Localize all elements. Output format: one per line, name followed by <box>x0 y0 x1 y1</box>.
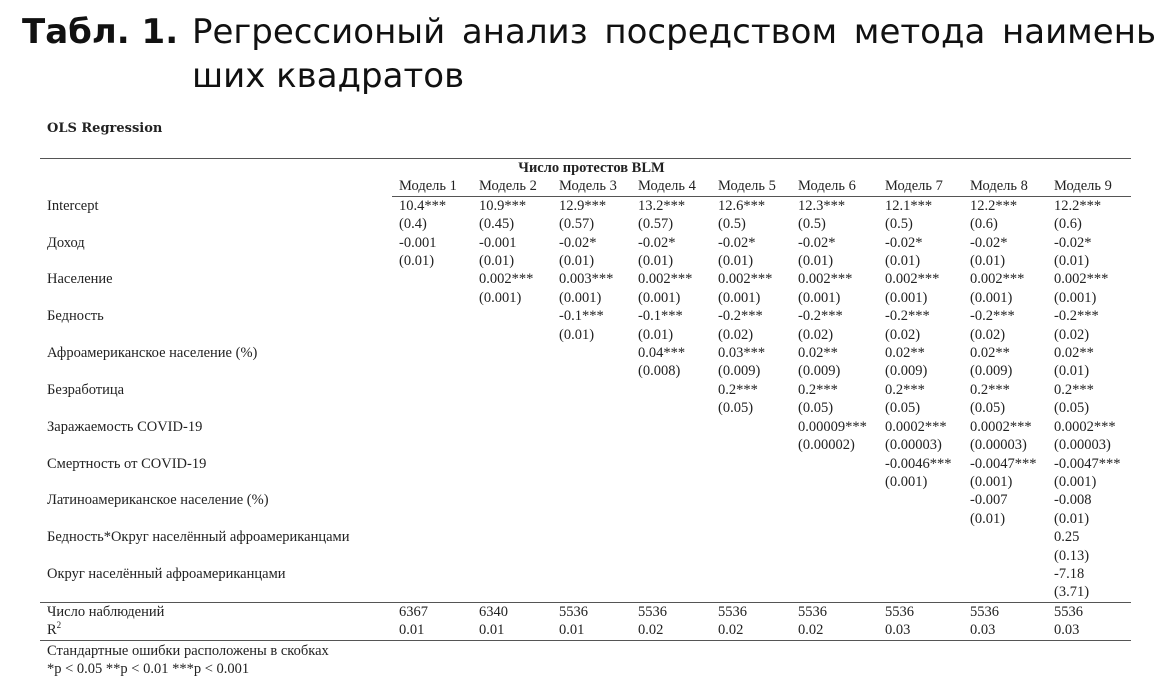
stat-value: 0.02 <box>791 621 878 640</box>
coef-cell <box>963 528 1047 546</box>
coef-cell <box>552 381 631 399</box>
coef-cell: 0.0002*** <box>1054 418 1116 435</box>
se-cell <box>963 547 1047 565</box>
stat-value: 0.01 <box>392 621 472 640</box>
se-row <box>40 473 1131 491</box>
coef-cell <box>552 455 631 473</box>
se-row <box>40 252 1131 270</box>
se-cell: (0.05) <box>885 400 921 417</box>
se-cell <box>392 510 472 528</box>
stats-body <box>40 602 1131 640</box>
coef-cell: 0.002*** <box>798 271 853 288</box>
model-header: Модель 6 <box>791 177 878 196</box>
se-cell <box>392 362 472 380</box>
se-cell <box>472 362 552 380</box>
coef-cell <box>392 307 472 325</box>
coef-cell: 12.2*** <box>970 197 1018 214</box>
coef-cell <box>392 565 472 583</box>
coef-cell: 0.03*** <box>718 345 766 362</box>
variable-name: Афроамериканское население (%) <box>47 345 258 362</box>
se-label-cell <box>40 362 392 380</box>
se-cell: (0.01) <box>1054 253 1090 270</box>
coef-cell: -0.02* <box>559 234 597 251</box>
variable-name: Латиноамериканское население (%) <box>47 492 269 509</box>
variable-name: Заражаемость COVID-19 <box>47 418 203 435</box>
se-cell <box>552 399 631 417</box>
se-cell: (0.009) <box>970 363 1013 380</box>
se-cell: (0.01) <box>1054 363 1090 380</box>
model-header: Модель 1 <box>392 177 472 196</box>
coef-cell <box>472 381 552 399</box>
se-cell: (0.5) <box>885 216 913 233</box>
se-cell: (0.01) <box>559 326 595 343</box>
stat-value: 5536 <box>711 602 791 621</box>
se-cell: (0.009) <box>885 363 928 380</box>
se-cell <box>392 473 472 491</box>
se-cell: (0.57) <box>559 216 595 233</box>
se-label-cell <box>40 289 392 307</box>
coef-cell <box>711 491 791 509</box>
model-header-row <box>40 177 1131 196</box>
se-cell: (0.02) <box>798 326 834 343</box>
se-label-cell <box>40 510 392 528</box>
se-label-cell <box>40 547 392 565</box>
coef-cell <box>392 491 472 509</box>
coef-cell: -0.0047*** <box>1054 455 1121 472</box>
coef-cell <box>472 528 552 546</box>
se-cell <box>631 510 711 528</box>
se-cell: (0.05) <box>970 400 1006 417</box>
coef-cell <box>631 455 711 473</box>
coef-cell: -0.02* <box>885 234 923 251</box>
stat-value: 5536 <box>631 602 711 621</box>
caption-line-1 <box>22 10 1156 54</box>
regression-table <box>40 158 1131 641</box>
se-cell: (0.6) <box>970 216 998 233</box>
stat-value: 0.03 <box>1047 621 1131 640</box>
se-cell <box>392 289 472 307</box>
coef-cell <box>392 344 472 362</box>
se-row <box>40 510 1131 528</box>
se-cell: (0.4) <box>399 216 427 233</box>
se-cell <box>392 436 472 454</box>
coef-cell <box>791 491 878 509</box>
model-header: Модель 8 <box>963 177 1047 196</box>
coef-cell: 0.02** <box>885 345 925 362</box>
se-cell: (0.001) <box>885 473 928 490</box>
coef-cell <box>472 344 552 362</box>
se-cell <box>791 547 878 565</box>
coef-cell <box>711 565 791 583</box>
stat-name <box>40 621 392 640</box>
variable-name: Смертность от COVID-19 <box>47 455 207 472</box>
se-cell: (0.008) <box>638 363 681 380</box>
coef-cell: 0.002*** <box>885 271 940 288</box>
coef-cell: 12.9*** <box>559 197 607 214</box>
coef-cell <box>472 418 552 436</box>
notes-line-2: *p < 0.05 **p < 0.01 ***p < 0.001 <box>47 661 250 678</box>
variable-name: Безработица <box>47 381 125 398</box>
se-cell: (0.001) <box>970 289 1013 306</box>
se-cell <box>963 583 1047 602</box>
se-cell <box>472 473 552 491</box>
coef-cell: 0.002*** <box>479 271 534 288</box>
se-cell: (0.01) <box>798 253 834 270</box>
se-cell <box>631 473 711 491</box>
se-cell <box>711 510 791 528</box>
coef-cell: 13.2*** <box>638 197 686 214</box>
coef-cell: -0.02* <box>718 234 756 251</box>
coef-cell: 0.002*** <box>718 271 773 288</box>
se-cell <box>472 583 552 602</box>
stat-name-text: R <box>47 622 57 639</box>
coef-cell: 0.0002*** <box>970 418 1032 435</box>
stat-value: 5536 <box>1047 602 1131 621</box>
coef-row <box>40 234 1131 252</box>
coef-row <box>40 270 1131 288</box>
coef-cell: 0.002*** <box>970 271 1025 288</box>
coef-cell <box>791 455 878 473</box>
se-cell <box>552 547 631 565</box>
se-cell: (0.02) <box>718 326 754 343</box>
stat-value: 6367 <box>392 602 472 621</box>
coef-row <box>40 455 1131 473</box>
coef-cell: 0.2*** <box>718 381 758 398</box>
se-cell: (0.001) <box>559 289 602 306</box>
se-cell: (0.6) <box>1054 216 1082 233</box>
se-cell <box>631 436 711 454</box>
stats-row <box>40 621 1131 640</box>
se-cell <box>631 547 711 565</box>
se-cell <box>552 510 631 528</box>
coef-cell <box>552 344 631 362</box>
caption-label: Табл. 1. <box>22 12 179 52</box>
se-cell: (3.71) <box>1054 584 1090 601</box>
se-cell: (0.5) <box>718 216 746 233</box>
stat-value: 6340 <box>472 602 552 621</box>
model-header: Модель 5 <box>711 177 791 196</box>
se-cell: (0.00003) <box>1054 437 1111 454</box>
stat-value: 0.02 <box>711 621 791 640</box>
variable-name: Бедность <box>47 308 104 325</box>
table-caption <box>22 10 1156 98</box>
se-cell: (0.01) <box>399 253 435 270</box>
coef-row <box>40 381 1131 399</box>
coef-cell <box>392 270 472 288</box>
se-cell: (0.001) <box>885 289 928 306</box>
coef-cell: 0.02** <box>970 345 1010 362</box>
coef-cell <box>631 418 711 436</box>
se-cell <box>791 473 878 491</box>
se-cell <box>552 436 631 454</box>
se-row <box>40 399 1131 417</box>
coef-cell <box>631 528 711 546</box>
coef-cell <box>963 565 1047 583</box>
se-cell <box>552 473 631 491</box>
se-cell <box>878 510 963 528</box>
stat-name-text: Число наблюдений <box>47 603 165 620</box>
se-cell <box>392 326 472 344</box>
coef-cell: 12.6*** <box>718 197 766 214</box>
coef-cell: 0.002*** <box>1054 271 1109 288</box>
coef-cell: 0.02** <box>798 345 838 362</box>
se-cell <box>711 583 791 602</box>
coef-cell: -0.0047*** <box>970 455 1037 472</box>
variable-name: Округ населённый афроамериканцами <box>47 565 286 582</box>
se-cell: (0.001) <box>1054 473 1097 490</box>
se-cell: (0.001) <box>638 289 681 306</box>
coef-cell: -0.02* <box>638 234 676 251</box>
se-cell <box>552 362 631 380</box>
coef-cell <box>552 528 631 546</box>
coef-cell: 0.2*** <box>798 381 838 398</box>
se-cell: (0.01) <box>718 253 754 270</box>
coef-cell <box>392 381 472 399</box>
stats-row <box>40 602 1131 621</box>
se-row <box>40 362 1131 380</box>
se-cell <box>711 473 791 491</box>
model-header: Модель 2 <box>472 177 552 196</box>
model-header: Модель 7 <box>878 177 963 196</box>
se-cell: (0.001) <box>1054 289 1097 306</box>
coef-cell: -0.2*** <box>718 308 763 325</box>
notes-line-1: Стандартные ошибки расположены в скобках <box>47 643 329 659</box>
se-cell: (0.02) <box>970 326 1006 343</box>
coef-cell <box>878 528 963 546</box>
coef-cell: 0.002*** <box>638 271 693 288</box>
se-cell: (0.45) <box>479 216 515 233</box>
se-cell: (0.01) <box>479 253 515 270</box>
se-label-cell <box>40 215 392 233</box>
stat-value: 0.01 <box>472 621 552 640</box>
group-header-row <box>40 159 1131 178</box>
se-cell: (0.00002) <box>798 437 855 454</box>
model-header: Модель 3 <box>552 177 631 196</box>
header-empty-cell <box>791 159 1131 178</box>
se-cell: (0.57) <box>638 216 674 233</box>
coef-cell <box>392 528 472 546</box>
se-label-cell <box>40 583 392 602</box>
se-cell: (0.01) <box>970 253 1006 270</box>
se-cell: (0.01) <box>1054 510 1090 527</box>
variable-name: Бедность*Округ населённый афроамериканцами <box>47 529 350 546</box>
se-row <box>40 215 1131 233</box>
se-row <box>40 436 1131 454</box>
se-cell <box>791 510 878 528</box>
coef-cell <box>791 528 878 546</box>
coef-cell <box>711 418 791 436</box>
se-label-cell <box>40 436 392 454</box>
coef-row <box>40 528 1131 546</box>
coef-cell: -0.2*** <box>885 308 930 325</box>
coef-cell <box>552 565 631 583</box>
coef-cell: -0.2*** <box>1054 308 1099 325</box>
coef-cell: -0.001 <box>399 234 437 251</box>
coef-cell <box>552 491 631 509</box>
coef-cell: 12.1*** <box>885 197 933 214</box>
coef-cell <box>472 565 552 583</box>
se-cell <box>472 399 552 417</box>
variable-name: Доход <box>47 234 85 251</box>
se-cell <box>392 399 472 417</box>
se-cell: (0.05) <box>1054 400 1090 417</box>
coef-cell: 0.04*** <box>638 345 686 362</box>
coef-cell: 0.2*** <box>885 381 925 398</box>
coef-cell <box>711 528 791 546</box>
header-empty-cell <box>40 177 392 196</box>
coef-cell: 0.0002*** <box>885 418 947 435</box>
coef-cell: 10.9*** <box>479 197 527 214</box>
se-cell: (0.01) <box>638 326 674 343</box>
table-title: OLS Regression <box>47 121 163 136</box>
coef-cell: -0.02* <box>798 234 836 251</box>
se-cell: (0.001) <box>970 473 1013 490</box>
model-header: Модель 9 <box>1047 177 1131 196</box>
stat-value: 5536 <box>878 602 963 621</box>
coef-cell: -7.18 <box>1054 565 1085 582</box>
se-cell: (0.00003) <box>885 437 942 454</box>
coef-cell: -0.008 <box>1054 492 1092 509</box>
se-label-cell <box>40 326 392 344</box>
coef-cell: 0.25 <box>1054 529 1080 546</box>
se-label-cell <box>40 473 392 491</box>
se-cell <box>392 547 472 565</box>
coef-row <box>40 491 1131 509</box>
stat-value: 0.01 <box>552 621 631 640</box>
coef-cell <box>631 491 711 509</box>
stat-value: 5536 <box>791 602 878 621</box>
se-label-cell <box>40 399 392 417</box>
coef-cell: -0.02* <box>970 234 1008 251</box>
se-cell: (0.5) <box>798 216 826 233</box>
coef-row <box>40 196 1131 215</box>
stat-superscript: 2 <box>56 620 62 631</box>
table-body <box>40 196 1131 602</box>
se-cell: (0.02) <box>885 326 921 343</box>
coef-cell <box>878 491 963 509</box>
coef-cell: -0.2*** <box>798 308 843 325</box>
se-cell: (0.009) <box>718 363 761 380</box>
se-row <box>40 547 1131 565</box>
se-cell <box>711 436 791 454</box>
se-cell: (0.001) <box>718 289 761 306</box>
coef-cell: 0.02** <box>1054 345 1094 362</box>
coef-cell <box>392 418 472 436</box>
coef-cell: -0.001 <box>479 234 517 251</box>
se-row <box>40 326 1131 344</box>
stat-value: 5536 <box>963 602 1047 621</box>
se-label-cell <box>40 252 392 270</box>
coef-row <box>40 418 1131 436</box>
coef-cell: 0.003*** <box>559 271 614 288</box>
se-cell <box>878 583 963 602</box>
coef-cell: -0.0046*** <box>885 455 952 472</box>
stat-value: 0.03 <box>878 621 963 640</box>
stat-value: 0.03 <box>963 621 1047 640</box>
se-cell: (0.05) <box>718 400 754 417</box>
coef-cell <box>552 418 631 436</box>
se-cell: (0.01) <box>970 510 1006 527</box>
variable-name: Население <box>47 271 113 288</box>
header-empty-cell <box>40 159 392 178</box>
coef-cell <box>878 565 963 583</box>
coef-cell <box>472 491 552 509</box>
coef-cell <box>472 307 552 325</box>
se-cell: (0.02) <box>1054 326 1090 343</box>
se-cell <box>472 326 552 344</box>
coef-cell: -0.1*** <box>638 308 683 325</box>
coef-row <box>40 307 1131 325</box>
coef-cell: 12.2*** <box>1054 197 1102 214</box>
coef-cell: 12.3*** <box>798 197 846 214</box>
coef-cell: -0.2*** <box>970 308 1015 325</box>
coef-row <box>40 565 1131 583</box>
caption-text-line-1: Регрессионый анализ посредством метода наимень <box>192 12 1156 52</box>
stat-name <box>40 602 392 621</box>
coef-row <box>40 344 1131 362</box>
stat-value: 5536 <box>552 602 631 621</box>
se-cell: (0.00003) <box>970 437 1027 454</box>
stat-value: 0.02 <box>631 621 711 640</box>
se-cell <box>472 547 552 565</box>
coef-cell: -0.1*** <box>559 308 604 325</box>
se-cell: (0.001) <box>479 289 522 306</box>
se-cell <box>631 399 711 417</box>
table-notes <box>47 642 329 679</box>
se-cell: (0.001) <box>798 289 841 306</box>
caption-text-line-2: ших квадратов <box>192 56 465 96</box>
model-header: Модель 4 <box>631 177 711 196</box>
coef-cell <box>631 565 711 583</box>
se-cell <box>878 547 963 565</box>
se-cell <box>392 583 472 602</box>
se-cell <box>791 583 878 602</box>
coef-cell: -0.007 <box>970 492 1008 509</box>
se-cell <box>472 510 552 528</box>
coef-cell: 10.4*** <box>399 197 447 214</box>
coef-cell <box>472 455 552 473</box>
se-cell <box>552 583 631 602</box>
variable-name: Intercept <box>47 197 99 214</box>
se-cell: (0.13) <box>1054 547 1090 564</box>
coef-cell: -0.02* <box>1054 234 1092 251</box>
se-cell <box>711 547 791 565</box>
coef-cell: 0.2*** <box>1054 381 1094 398</box>
coef-cell: 0.2*** <box>970 381 1010 398</box>
coef-cell <box>392 455 472 473</box>
se-cell: (0.01) <box>638 253 674 270</box>
coef-cell <box>791 565 878 583</box>
se-cell: (0.009) <box>798 363 841 380</box>
coef-cell <box>711 455 791 473</box>
se-row <box>40 289 1131 307</box>
group-header: Число протестов BLM <box>392 159 791 178</box>
se-cell: (0.01) <box>885 253 921 270</box>
se-cell: (0.05) <box>798 400 834 417</box>
coef-cell <box>631 381 711 399</box>
se-cell <box>631 583 711 602</box>
se-row <box>40 583 1131 602</box>
coef-cell: 0.00009*** <box>798 418 867 435</box>
se-cell <box>472 436 552 454</box>
se-cell: (0.01) <box>559 253 595 270</box>
